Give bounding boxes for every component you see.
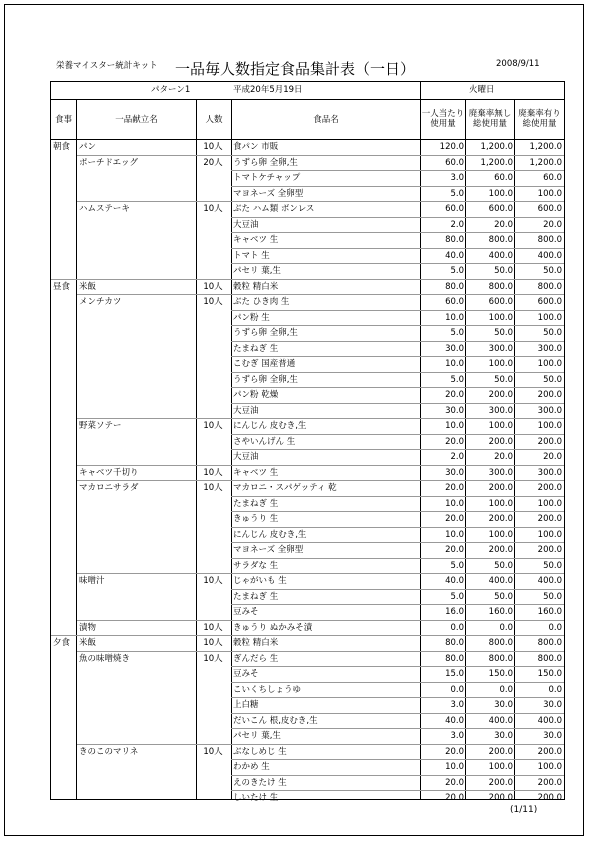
col-header-line: 使用量: [430, 119, 456, 129]
total-no-waste-cell: 1,200.0: [480, 142, 513, 152]
table-row: [51, 667, 564, 683]
total-no-waste-cell: 200.0: [488, 436, 513, 447]
food-cell: 食パン 市販: [233, 142, 279, 152]
total-waste-cell: 100.0: [537, 498, 562, 509]
total-waste-cell: 400.0: [537, 715, 562, 726]
people-cell: 10人: [203, 653, 223, 664]
col-header-line: 総使用量: [522, 119, 557, 129]
per-person-cell: 2.0: [450, 452, 464, 462]
total-waste-cell: 1,200.0: [529, 142, 562, 152]
per-person-cell: 20.0: [445, 436, 464, 447]
food-cell: うずら卵 全卵,生: [233, 157, 298, 168]
per-person-cell: 40.0: [445, 715, 464, 726]
table-row: [51, 466, 564, 482]
per-person-cell: 5.0: [450, 328, 464, 338]
per-person-cell: 10.0: [445, 312, 464, 323]
food-cell: ぶた ハム類 ボンレス: [233, 204, 315, 214]
per-person-cell: 30.0: [445, 405, 464, 416]
per-person-cell: 10.0: [445, 529, 464, 540]
total-no-waste-cell: 200.0: [488, 545, 513, 555]
total-no-waste-cell: 160.0: [488, 607, 513, 617]
total-waste-cell: 800.0: [537, 281, 562, 292]
per-person-cell: 10.0: [445, 359, 464, 369]
dish-cell: 漬物: [79, 622, 97, 633]
food-cell: さやいんげん 生: [233, 436, 296, 447]
per-person-cell: 5.0: [450, 266, 464, 276]
table-row: [51, 140, 564, 156]
table-row: [51, 590, 564, 606]
table-row: [51, 559, 564, 575]
food-cell: トマトケチャップ: [233, 173, 301, 183]
per-person-cell: 20.0: [445, 514, 464, 524]
report-title: 一品毎人数指定食品集計表（一日）: [174, 60, 415, 78]
col-header-total-waste: [515, 109, 564, 129]
table-row: [51, 264, 564, 280]
table-row: [51, 450, 564, 466]
total-waste-cell: 30.0: [543, 731, 562, 741]
total-waste-cell: 100.0: [537, 762, 562, 772]
dish-cell: ハムステーキ: [79, 204, 130, 214]
table-row: [51, 497, 564, 513]
people-cell: 20人: [203, 157, 223, 168]
total-waste-cell: 400.0: [537, 576, 562, 586]
per-person-cell: 30.0: [445, 343, 464, 354]
food-cell: ぶた ひき肉 生: [233, 297, 290, 307]
print-date: 2008/9/11: [496, 59, 540, 69]
total-no-waste-cell: 0.0: [499, 684, 513, 695]
total-no-waste-cell: 30.0: [494, 731, 513, 741]
meal-cell: 夕食: [53, 638, 71, 648]
report-table: [50, 81, 565, 803]
total-waste-cell: 200.0: [537, 483, 562, 493]
food-cell: たまねぎ 生: [233, 591, 279, 602]
total-no-waste-cell: 100.0: [488, 188, 513, 199]
total-no-waste-cell: 400.0: [488, 715, 513, 726]
page-number: (1/11): [510, 805, 538, 815]
total-waste-cell: 800.0: [537, 235, 562, 245]
total-waste-cell: 600.0: [537, 297, 562, 307]
per-person-cell: 10.0: [445, 421, 464, 431]
per-person-cell: 5.0: [450, 374, 464, 385]
per-person-cell: 30.0: [445, 467, 464, 478]
col-header-total-no-waste: [466, 109, 514, 129]
total-no-waste-cell: 50.0: [494, 328, 513, 338]
total-no-waste-cell: 1,200.0: [480, 157, 513, 168]
dish-cell: 米飯: [79, 638, 97, 648]
table-row: [51, 295, 564, 311]
total-waste-cell: 200.0: [537, 777, 562, 788]
total-waste-cell: 600.0: [537, 204, 562, 214]
table-row: [51, 171, 564, 187]
total-waste-cell: 800.0: [537, 653, 562, 664]
total-waste-cell: 400.0: [537, 250, 562, 261]
menu-date: 平成20年5月19日: [233, 85, 303, 95]
people-cell: 10人: [203, 281, 223, 292]
total-no-waste-cell: 600.0: [488, 297, 513, 307]
info-separator: [51, 99, 564, 100]
food-cell: にんじん 皮むき,生: [233, 529, 307, 540]
total-waste-cell: 50.0: [543, 560, 562, 571]
dish-cell: 米飯: [79, 281, 97, 292]
food-cell: 大豆油: [233, 452, 259, 462]
table-row: [51, 776, 564, 792]
table-row: [51, 636, 564, 652]
per-person-cell: 20.0: [445, 483, 464, 493]
dish-cell: 味噌汁: [79, 576, 105, 586]
per-person-cell: 10.0: [445, 498, 464, 509]
people-cell: 10人: [203, 421, 223, 431]
total-waste-cell: 150.0: [537, 669, 562, 679]
total-waste-cell: 100.0: [537, 529, 562, 540]
meal-cell: 朝食: [53, 142, 71, 152]
table-row: [51, 435, 564, 451]
people-cell: 10人: [203, 638, 223, 648]
per-person-cell: 5.0: [450, 188, 464, 199]
food-cell: トマト 生: [233, 250, 270, 261]
table-row: [51, 652, 564, 668]
per-person-cell: 80.0: [445, 235, 464, 245]
food-cell: キャベツ 生: [233, 467, 279, 478]
food-cell: マカロニ・スパゲッティ 乾: [233, 483, 337, 493]
table-row: [51, 187, 564, 203]
col-header-food: 食品名: [313, 115, 339, 125]
total-no-waste-cell: 300.0: [488, 343, 513, 354]
per-person-cell: 20.0: [445, 746, 464, 757]
total-no-waste-cell: 50.0: [494, 591, 513, 602]
table-row: [51, 760, 564, 776]
per-person-cell: 5.0: [450, 560, 464, 571]
total-waste-cell: 200.0: [537, 545, 562, 555]
per-person-cell: 120.0: [439, 142, 464, 152]
table-row: [51, 729, 564, 745]
total-waste-cell: 0.0: [548, 684, 562, 695]
food-cell: 大豆油: [233, 219, 259, 230]
total-no-waste-cell: 300.0: [488, 405, 513, 416]
col-header-line: 廃棄率無し: [468, 109, 512, 119]
food-cell: マヨネーズ 全卵型: [233, 545, 304, 555]
meal-cell: 昼食: [53, 281, 71, 292]
food-cell: だいこん 根,皮むき,生: [233, 715, 318, 726]
per-person-cell: 80.0: [445, 638, 464, 648]
table-row: [51, 512, 564, 528]
food-cell: キャベツ 生: [233, 235, 279, 245]
weekday: 火曜日: [469, 85, 495, 95]
total-waste-cell: 200.0: [537, 793, 562, 803]
total-waste-cell: 200.0: [537, 746, 562, 757]
food-cell: じゃがいも 生: [233, 576, 287, 586]
food-cell: 豆みそ: [233, 669, 259, 679]
total-no-waste-cell: 50.0: [494, 374, 513, 385]
food-cell: たまねぎ 生: [233, 343, 279, 354]
total-no-waste-cell: 0.0: [499, 622, 513, 633]
total-waste-cell: 60.0: [543, 173, 562, 183]
food-cell: こいくちしょうゆ: [233, 684, 302, 695]
per-person-cell: 10.0: [445, 762, 464, 772]
table-row: [51, 419, 564, 435]
dish-cell: きのこのマリネ: [79, 746, 139, 757]
per-person-cell: 2.0: [450, 219, 464, 230]
total-no-waste-cell: 400.0: [488, 576, 513, 586]
table-row: [51, 233, 564, 249]
dish-cell: マカロニサラダ: [79, 483, 139, 493]
people-cell: 10人: [203, 576, 223, 586]
food-cell: パセリ 葉,生: [233, 266, 281, 276]
food-cell: 穀粒 精白米: [233, 281, 279, 292]
total-waste-cell: 300.0: [537, 405, 562, 416]
people-cell: 10人: [203, 746, 223, 757]
food-cell: マヨネーズ 全卵型: [233, 188, 304, 199]
dish-cell: 野菜ソテー: [79, 421, 122, 431]
table-row: [51, 156, 564, 172]
col-header-people: 人数: [205, 115, 223, 125]
people-cell: 10人: [203, 467, 223, 478]
total-waste-cell: 200.0: [537, 436, 562, 447]
people-cell: 10人: [203, 297, 223, 307]
table-row: [51, 714, 564, 730]
per-person-cell: 3.0: [450, 731, 464, 741]
people-cell: 10人: [203, 204, 223, 214]
pattern-label: パターン1: [151, 85, 191, 95]
per-person-cell: 16.0: [445, 607, 464, 617]
total-no-waste-cell: 100.0: [488, 762, 513, 772]
table-row: [51, 745, 564, 761]
total-waste-cell: 20.0: [543, 452, 562, 462]
per-person-cell: 3.0: [450, 700, 464, 710]
total-no-waste-cell: 60.0: [494, 173, 513, 183]
total-no-waste-cell: 20.0: [494, 452, 513, 462]
total-no-waste-cell: 50.0: [494, 560, 513, 571]
table-row: [51, 528, 564, 544]
table-row: [51, 388, 564, 404]
total-no-waste-cell: 400.0: [488, 250, 513, 261]
col-header-line: 総使用量: [472, 119, 507, 129]
total-waste-cell: 100.0: [537, 312, 562, 323]
total-no-waste-cell: 100.0: [488, 359, 513, 369]
dish-cell: パン: [79, 142, 97, 152]
dish-cell: メンチカツ: [79, 297, 122, 307]
table-row: [51, 404, 564, 420]
total-no-waste-cell: 150.0: [488, 669, 513, 679]
food-cell: たまねぎ 生: [233, 498, 279, 509]
total-no-waste-cell: 50.0: [494, 266, 513, 276]
food-cell: えのきたけ 生: [233, 777, 287, 788]
table-row: [51, 481, 564, 497]
table-row: [51, 605, 564, 621]
per-person-cell: 60.0: [445, 157, 464, 168]
total-waste-cell: 0.0: [548, 622, 562, 633]
total-no-waste-cell: 20.0: [494, 219, 513, 230]
food-cell: パセリ 葉,生: [233, 731, 281, 741]
food-cell: ぎんだら 生: [233, 653, 279, 664]
per-person-cell: 80.0: [445, 653, 464, 664]
table-row: [51, 342, 564, 358]
total-no-waste-cell: 200.0: [488, 514, 513, 524]
per-person-cell: 80.0: [445, 281, 464, 292]
col-header-line: 一人当たり: [421, 109, 465, 119]
table-row: [51, 249, 564, 265]
people-cell: 10人: [203, 483, 223, 493]
per-person-cell: 20.0: [445, 390, 464, 400]
food-cell: きゅうり 生: [233, 514, 279, 524]
food-cell: 豆みそ: [233, 607, 259, 617]
table-row: [51, 574, 564, 590]
total-no-waste-cell: 800.0: [488, 638, 513, 648]
total-waste-cell: 50.0: [543, 328, 562, 338]
food-cell: にんじん 皮むき,生: [233, 421, 307, 431]
per-person-cell: 40.0: [445, 576, 464, 586]
per-person-cell: 3.0: [450, 173, 464, 183]
total-no-waste-cell: 100.0: [488, 312, 513, 323]
total-waste-cell: 20.0: [543, 219, 562, 230]
total-waste-cell: 100.0: [537, 188, 562, 199]
food-cell: パン粉 乾燥: [233, 390, 279, 400]
total-no-waste-cell: 30.0: [494, 700, 513, 710]
col-header-meal: 食事: [54, 115, 72, 125]
table-row: [51, 698, 564, 714]
total-no-waste-cell: 600.0: [488, 204, 513, 214]
total-waste-cell: 50.0: [543, 591, 562, 602]
total-waste-cell: 300.0: [537, 343, 562, 354]
total-no-waste-cell: 800.0: [488, 281, 513, 292]
total-no-waste-cell: 200.0: [488, 793, 513, 803]
table-row: [51, 373, 564, 389]
table-row: [51, 326, 564, 342]
food-cell: サラダな 生: [233, 560, 279, 571]
total-waste-cell: 300.0: [537, 467, 562, 478]
col-header-dish: 一品献立名: [115, 115, 158, 125]
food-cell: 穀粒 精白米: [233, 638, 279, 648]
dish-cell: 魚の味噌焼き: [79, 653, 131, 664]
total-no-waste-cell: 200.0: [488, 390, 513, 400]
food-cell: 大豆油: [233, 405, 259, 416]
total-waste-cell: 800.0: [537, 638, 562, 648]
table-row: [51, 621, 564, 637]
table-row: [51, 311, 564, 327]
total-waste-cell: 50.0: [543, 266, 562, 276]
total-waste-cell: 200.0: [537, 390, 562, 400]
per-person-cell: 0.0: [450, 684, 464, 695]
table-row: [51, 218, 564, 234]
food-cell: しいたけ 生: [233, 793, 279, 803]
food-cell: パン粉 生: [233, 312, 270, 323]
table-row: [51, 791, 564, 807]
table-row: [51, 202, 564, 218]
per-person-cell: 60.0: [445, 297, 464, 307]
total-no-waste-cell: 200.0: [488, 777, 513, 788]
total-waste-cell: 30.0: [543, 700, 562, 710]
total-no-waste-cell: 800.0: [488, 235, 513, 245]
total-waste-cell: 200.0: [537, 514, 562, 524]
total-no-waste-cell: 300.0: [488, 467, 513, 478]
food-cell: こむぎ 国産普通: [233, 359, 296, 369]
total-no-waste-cell: 100.0: [488, 421, 513, 431]
total-no-waste-cell: 200.0: [488, 483, 513, 493]
table-row: [51, 543, 564, 559]
people-cell: 10人: [203, 622, 223, 633]
table-row: [51, 683, 564, 699]
per-person-cell: 0.0: [450, 622, 464, 633]
col-header-per-person: [421, 109, 465, 129]
total-waste-cell: 100.0: [537, 421, 562, 431]
per-person-cell: 15.0: [445, 669, 464, 679]
dish-cell: ポーチドエッグ: [79, 157, 138, 168]
table-row: [51, 357, 564, 373]
total-no-waste-cell: 100.0: [488, 529, 513, 540]
food-cell: うずら卵 全卵,生: [233, 374, 298, 385]
per-person-cell: 20.0: [445, 545, 464, 555]
food-cell: きゅうり ぬかみそ漬: [233, 622, 313, 633]
per-person-cell: 5.0: [450, 591, 464, 602]
total-waste-cell: 1,200.0: [529, 157, 562, 168]
per-person-cell: 20.0: [445, 793, 464, 803]
total-no-waste-cell: 800.0: [488, 653, 513, 664]
total-waste-cell: 100.0: [537, 359, 562, 369]
per-person-cell: 60.0: [445, 204, 464, 214]
per-person-cell: 20.0: [445, 777, 464, 788]
food-cell: 上白糖: [233, 700, 259, 710]
total-no-waste-cell: 200.0: [488, 746, 513, 757]
table-row: [51, 280, 564, 296]
food-cell: ぶなしめじ 生: [233, 746, 287, 757]
total-no-waste-cell: 100.0: [488, 498, 513, 509]
app-name: 栄養マイスター統計キット: [56, 61, 158, 71]
people-cell: 10人: [203, 142, 223, 152]
food-cell: わかめ 生: [233, 762, 270, 772]
dish-cell: キャベツ千切り: [79, 467, 139, 478]
col-header-line: 廃棄率有り: [518, 109, 561, 119]
total-waste-cell: 160.0: [537, 607, 562, 617]
per-person-cell: 40.0: [445, 250, 464, 261]
food-cell: うずら卵 全卵,生: [233, 328, 298, 338]
total-waste-cell: 50.0: [543, 374, 562, 385]
